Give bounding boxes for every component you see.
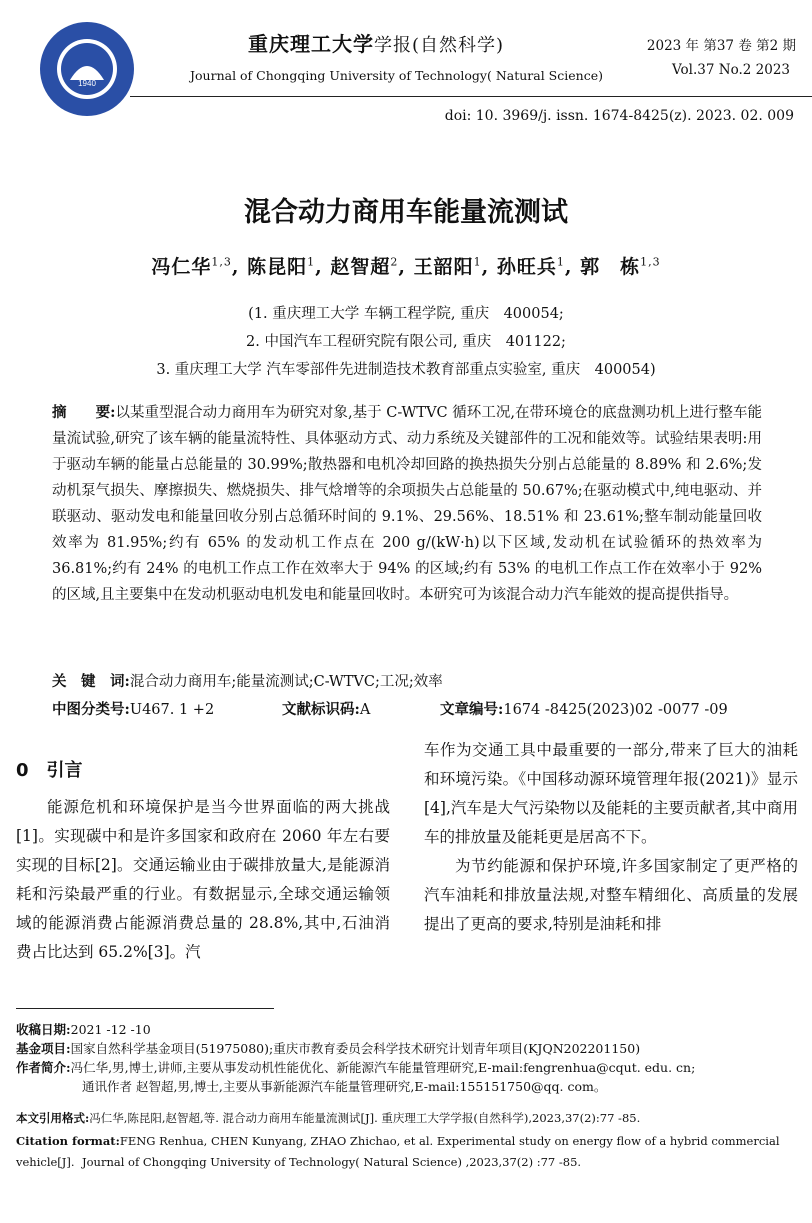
citation-en: Citation format:FENG Renhua, CHEN Kunyang, ZHAO Zhichao, et al. Experimental study on energy flow of a hybrid commercial vehicle[J]. xyxy=(16,1134,780,1169)
fund-info: 基金项目:国家自然科学基金项目(51975080);重庆市教育委员会科学技术研究计划青年项目(KJQN202201150) xyxy=(16,1041,641,1056)
corresponding-author: 通讯作者 赵智超,男,博士,主要从事新能源汽车能量管理研究,E-mail:155151750@qq. com。 xyxy=(82,1079,607,1094)
author: 郭 栋 xyxy=(580,256,641,278)
paragraph: 能源危机和环境保护是当今世界面临的两大挑战[1]。实现碳中和是许多国家和政府在 2060 年左右要实现的目标[2]。交通运输业由于碳排放量大,是能源消耗和污染最严重的行业。有数据显示,全球交通运输领域的能源消费占能源消费总量的 28.8%,其中,石油消费占比达到 65.2%[3]。汽 xyxy=(16,798,390,961)
author: 王韶阳 xyxy=(413,256,474,278)
svg-text:1940: 1940 xyxy=(78,79,96,88)
article-number: 文章编号:1674 -8425(2023)02 -0077 -09 xyxy=(440,701,728,718)
paper-title: 混合动力商用车能量流测试 xyxy=(244,197,568,228)
affiliation-3: 3. 重庆理工大学 汽车零部件先进制造技术教育部重点实验室, 重庆 400054) xyxy=(156,362,656,378)
body-column-right xyxy=(424,736,798,939)
section-heading: 0 引言 xyxy=(16,760,83,781)
author: 赵智超 xyxy=(330,256,391,278)
received-date: 收稿日期:2021 -12 -10 xyxy=(16,1022,151,1037)
abstract-text: 以某重型混合动力商用车为研究对象,基于 C-WTVC 循环工况,在带环境仓的底盘测功机上进行整车能量流试验,研究了该车辆的能量流特性、具体驱动方式、动力系统及关键部件的工况和能效等。试验结果表明:用于驱动车辆的能量占总能量的 30.99%;散热器和电机冷却回路的换热损失分别占总能量的 8.89% 和 2.6%;发动机泵气损失、摩擦损失、燃烧损失、排气焓增等的余项损失占总能量的 50.67%;在驱动模式中,纯电驱动、并联驱动、驱动发电和能量回收分别占总循环时间的 9.1%、29.56%、18.51% 和 23.61%;整车制动能量回收效率为 81.95%;约有 65% 的发动机工作点在 200 g/(kW·h)以下区域,发动机在试验循环的热效率为 36.81%;约有 24% 的电机工作点工作在效率大于 94% 的区域;约有 53% 的电机工作点工作在效率小于 92% 的区域,且主要集中在发动机驱动电机发电和能量回收时。本研究可为该混合动力汽车能效的提高提供指导。 xyxy=(52,405,762,603)
abstract xyxy=(52,400,762,608)
author: 陈昆阳 xyxy=(247,256,308,278)
author: 冯仁华 xyxy=(151,256,212,278)
citation-en-cont: Journal of Chongqing University of Technology( Natural Science) ,2023,37(2) :77 -85. xyxy=(82,1155,582,1169)
paragraph: 为节约能源和保护环境,许多国家制定了更严格的汽车油耗和排放量法规,对整车精细化、高质量的发展提出了更高的要求,特别是油耗和排 xyxy=(424,857,798,933)
author-list: 冯仁华$^{1,3}$, 陈昆阳$^1$, 赵智超$^2$, 王韶阳$^1$, 孙旺兵$^1$, 郭 栋$^{1,3}$ xyxy=(151,255,661,278)
doi: doi: 10. 3969/j. issn. 1674-8425(z). 2023. 02. 009 xyxy=(444,108,794,124)
author: 孙旺兵 xyxy=(496,256,557,278)
header-rule xyxy=(130,96,812,97)
paragraph: 车作为交通工具中最重要的一部分,带来了巨大的油耗和环境污染。《中国移动源环境管理年报(2021)》显示[4],汽车是大气污染物以及能耗的主要贡献者,其中商用车的排放量及能耗更是居高不下。 xyxy=(424,741,798,846)
author-bio: 作者简介:冯仁华,男,博士,讲师,主要从事发动机性能优化、新能源汽车能量管理研究,E-mail:fengrenhua@cqut. edu. cn; xyxy=(16,1060,696,1075)
affiliation-1: (1. 重庆理工大学 车辆工程学院, 重庆 400054; xyxy=(248,306,564,322)
university-seal-logo xyxy=(40,22,134,116)
citation-cn: 本文引用格式:冯仁华,陈昆阳,赵智超,等. 混合动力商用车能量流测试[J]. 重庆理工大学学报(自然科学),2023,37(2):77 -85. xyxy=(16,1111,641,1125)
footnote-rule xyxy=(16,1008,274,1009)
journal-title-cn: 重庆理工大学学报(自然科学) xyxy=(248,32,505,56)
keywords: 关 键 词:混合动力商用车;能量流测试;C-WTVC;工况;效率 xyxy=(52,673,443,690)
journal-title-en: Journal of Chongqing University of Technology( Natural Science) xyxy=(190,68,603,83)
abstract-label: 摘 要: xyxy=(52,404,116,421)
affiliation-2: 2. 中国汽车工程研究院有限公司, 重庆 401122; xyxy=(246,334,566,350)
issue-en: Vol.37 No.2 2023 xyxy=(672,62,790,78)
clc-number: 中图分类号:U467. 1 +2 xyxy=(52,701,215,718)
body-column-left xyxy=(16,793,390,967)
issue-cn: 2023 年 第37 卷 第2 期 xyxy=(646,38,796,54)
document-code: 文献标识码:A xyxy=(282,701,371,718)
